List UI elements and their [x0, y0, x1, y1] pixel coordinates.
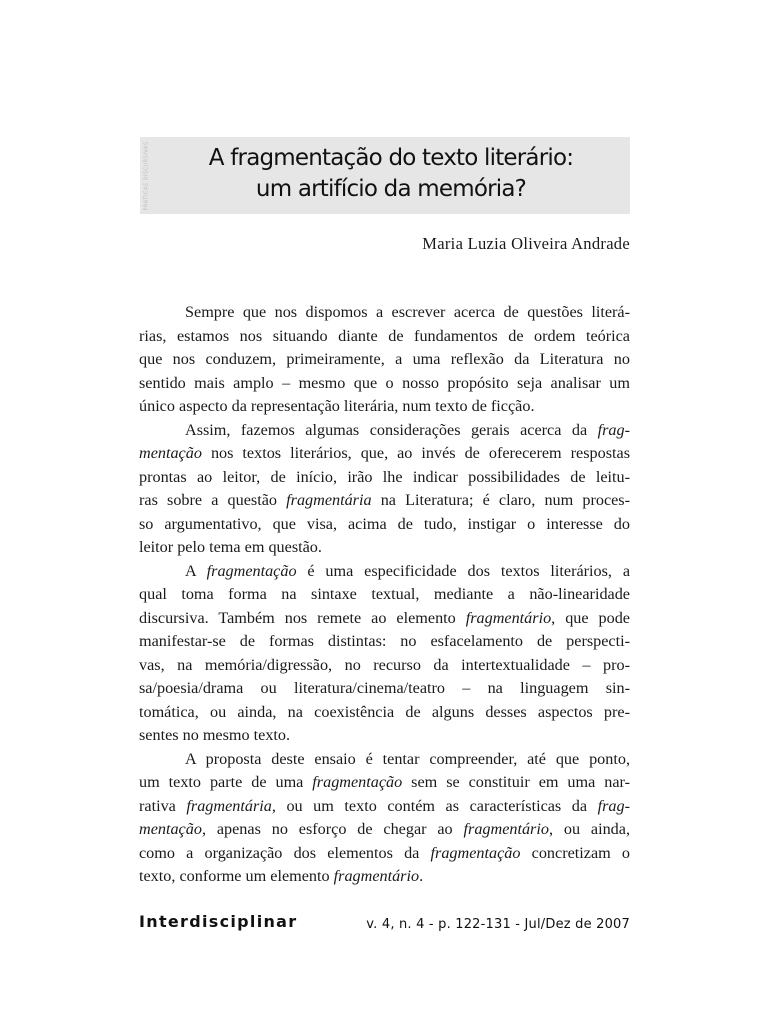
text-segment: tomática, ou ainda, na coexistência de alguns desses aspectos pre-	[139, 702, 630, 721]
text-segment: texto, conforme um elemento	[139, 867, 334, 885]
text-segment: sa/poesia/drama ou literatura/cinema/teatro – na linguagem sin-	[139, 679, 630, 697]
text-segment: , ou ainda,	[548, 820, 630, 838]
text-line	[139, 771, 630, 795]
italic-term: fragmentário	[465, 608, 552, 627]
italic-term: fragmentário	[463, 820, 549, 838]
text-segment: , que pode	[551, 608, 630, 627]
text-line	[139, 419, 630, 443]
text-line	[139, 348, 630, 372]
text-line	[139, 395, 630, 419]
text-segment: é uma especificidade dos textos literários, a	[296, 561, 631, 580]
text-segment: único aspecto da representação literária, num texto de ficção.	[139, 397, 535, 415]
article-title	[152, 143, 630, 205]
text-segment: sentes no mesmo texto.	[139, 726, 291, 744]
text-line	[139, 325, 630, 349]
text-segment: , apenas no esforço de chegar ao	[201, 820, 464, 838]
text-line	[139, 301, 630, 325]
text-line	[139, 701, 630, 725]
text-segment: leitor pelo tema em questão.	[139, 538, 322, 556]
text-line	[139, 818, 630, 842]
journal-name: Interdisciplinar	[139, 912, 298, 931]
text-segment: como a organização dos elementos da	[139, 843, 431, 862]
author-name: Maria Luzia Oliveira Andrade	[422, 234, 630, 253]
text-line	[139, 607, 630, 631]
text-segment: Sempre que nos dispomos a escrever acerca de questões literá-	[185, 303, 630, 321]
side-watermark-text: PRATICAS DISCURSIVAS	[143, 141, 149, 210]
text-segment: concretizam o	[520, 843, 630, 862]
text-segment: manifestar-se de formas distintas: no esfacelamento de perspecti-	[139, 632, 630, 650]
italic-term: frag-	[597, 796, 630, 815]
text-line	[139, 654, 630, 678]
text-segment: Assim, fazemos algumas considerações gerais acerca da	[185, 420, 598, 439]
text-line	[139, 372, 630, 396]
text-segment: rativa	[139, 796, 187, 815]
italic-term: fragmentária	[186, 796, 272, 815]
article-body	[139, 301, 630, 889]
text-line	[139, 536, 630, 560]
text-segment: so argumentativo, que visa, acima de tudo, instigar o interesse do	[139, 514, 630, 533]
text-segment: .	[419, 867, 424, 885]
text-line	[139, 560, 630, 584]
text-segment: qual toma forma na sintaxe textual, mediante a não-linearidade	[139, 585, 630, 603]
text-line	[139, 724, 630, 748]
text-segment: rias, estamos nos situando diante de fundamentos de ordem teórica	[139, 326, 630, 345]
text-segment: sem se constituir em uma nar-	[402, 773, 630, 791]
text-line	[139, 513, 630, 537]
italic-term: mentação	[139, 820, 202, 838]
side-watermark	[140, 137, 152, 214]
text-line	[139, 865, 630, 889]
text-segment: ras sobre a questão	[139, 491, 287, 509]
text-segment: um texto parte de uma	[139, 773, 313, 791]
text-segment: que nos conduzem, primeiramente, a uma reflexão da Literatura no	[139, 350, 630, 368]
text-segment: A proposta deste ensaio é tentar compreender, até que ponto,	[185, 749, 630, 768]
text-segment: nos textos literários, que, ao invés de oferecerem respostas	[201, 444, 630, 462]
italic-term: fragmentária	[286, 491, 372, 509]
text-segment: vas, na memória/digressão, no recurso da intertextualidade – pro-	[139, 655, 630, 674]
text-segment: sentido mais amplo – mesmo que o nosso propósito seja analisar um	[139, 373, 630, 392]
italic-term: fragmentário	[333, 867, 420, 885]
italic-term: fragmentação	[312, 773, 403, 791]
italic-term: mentação	[139, 444, 202, 462]
italic-term: fragmentação	[430, 843, 521, 862]
text-line	[139, 677, 630, 701]
text-line	[139, 442, 630, 466]
text-line	[139, 748, 630, 772]
text-line	[139, 842, 630, 866]
text-segment: , ou um texto contém as características da	[271, 796, 598, 815]
text-segment: A	[185, 561, 207, 580]
text-segment: prontas ao leitor, de início, irão lhe indicar possibilidades de leitu-	[139, 467, 630, 486]
text-line	[139, 489, 630, 513]
italic-term: frag-	[597, 420, 630, 439]
article-title-line-2: um artifício da memória?	[255, 176, 527, 202]
text-segment: discursiva. Também nos remete ao elemento	[139, 608, 466, 627]
italic-term: fragmentação	[206, 561, 297, 580]
text-line	[139, 630, 630, 654]
text-segment: na Literatura; é claro, num proces-	[371, 491, 630, 509]
article-title-line-1: A fragmentação do texto literário:	[208, 145, 574, 171]
text-line	[139, 795, 630, 819]
issue-reference: v. 4, n. 4 - p. 122-131 - Jul/Dez de 2007	[366, 917, 630, 932]
text-line	[139, 583, 630, 607]
text-line	[139, 466, 630, 490]
